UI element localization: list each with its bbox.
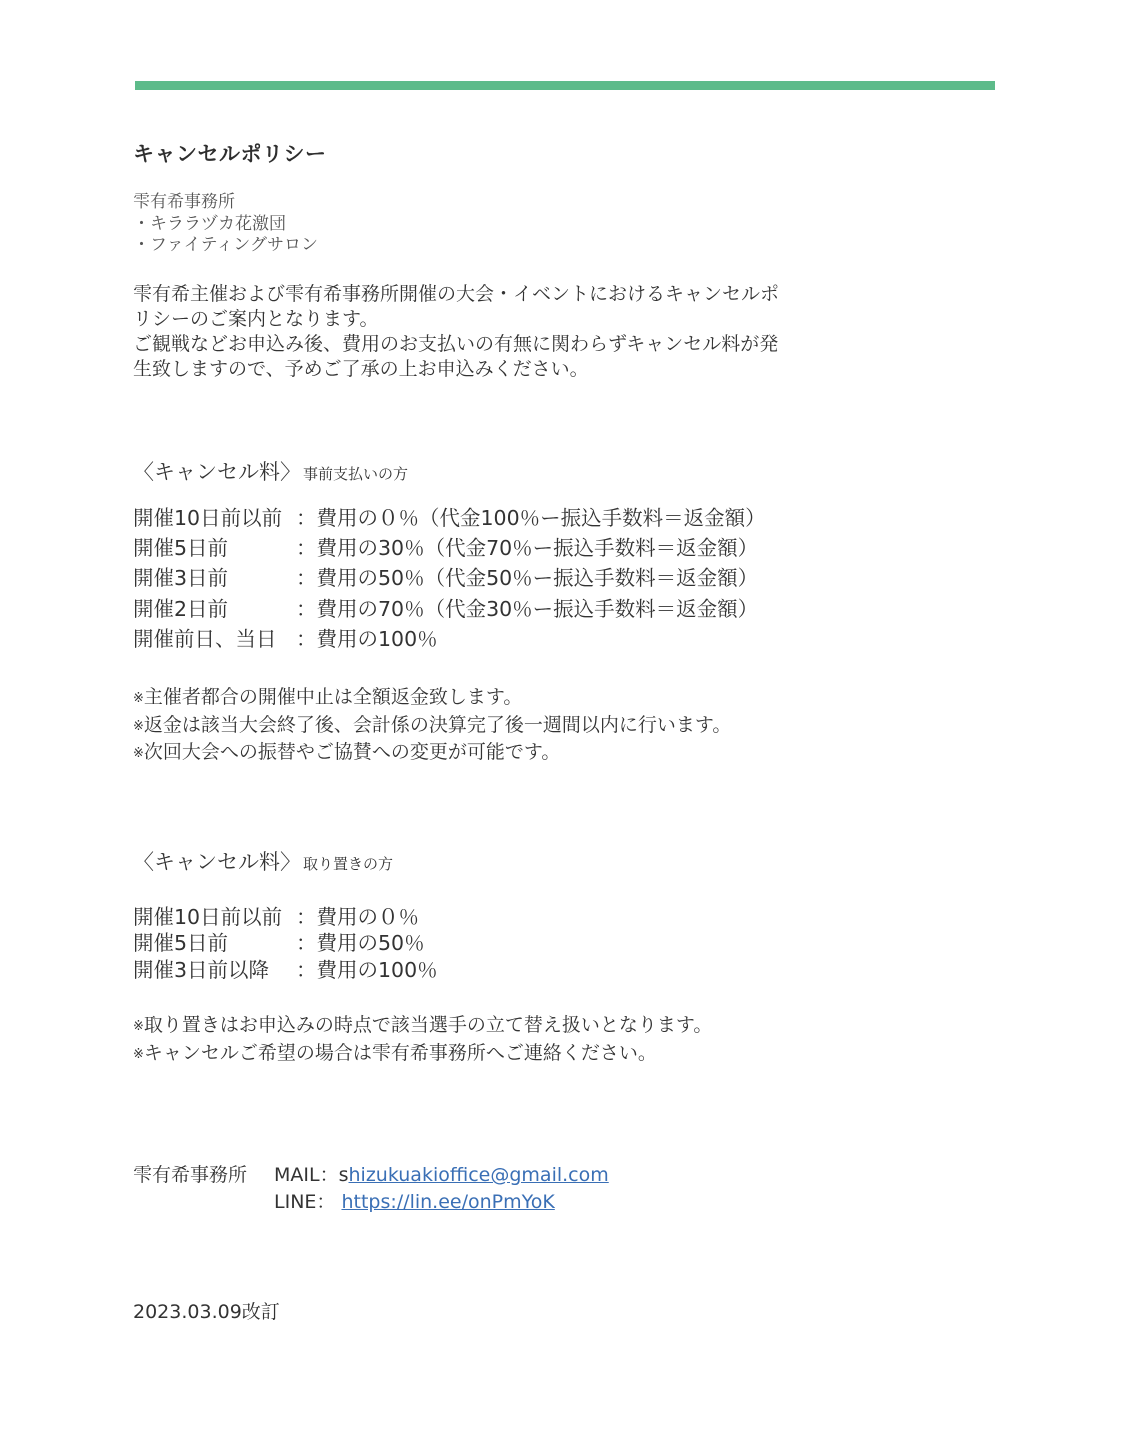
org-block xyxy=(133,192,318,257)
note-mark: ※ xyxy=(133,1047,144,1062)
fee-value: ：費用の０％ xyxy=(296,905,419,929)
reserved-fee-row xyxy=(133,926,425,956)
fee-label: 開催10日前以前 xyxy=(133,905,283,929)
org-item-2: ・ファイティングサロン xyxy=(133,235,318,255)
fee-label: 開催3日前以降 xyxy=(133,958,270,982)
prepaid-note xyxy=(133,710,731,737)
intro-line-4: 生致しますので、予めご了承の上お申込みください。 xyxy=(133,358,589,380)
fee-label: 開催前日、当日 xyxy=(133,627,277,651)
fee-value: ：費用の０％（代金100％ー振込手数料＝返金額） xyxy=(296,506,766,530)
contact-name: 雫有希事務所 xyxy=(133,1164,248,1186)
fee-value: ：費用の100％ xyxy=(296,627,438,651)
contact-mail xyxy=(274,1160,609,1187)
intro-paragraph xyxy=(133,282,779,382)
page-title: キャンセルポリシー xyxy=(133,142,327,166)
note-mark: ※ xyxy=(133,1019,144,1034)
prepaid-heading xyxy=(133,456,408,486)
reserved-note xyxy=(133,1038,657,1065)
fee-label: 開催5日前 xyxy=(133,536,229,560)
org-name: 雫有希事務所 xyxy=(133,192,235,212)
prepaid-fee-row xyxy=(133,531,758,561)
fee-value: ：費用の50％（代金50％ー振込手数料＝返金額） xyxy=(296,566,759,590)
prepaid-subheading: 事前支払いの方 xyxy=(303,465,409,483)
org-item-1: ・キララヅカ花激団 xyxy=(133,213,286,234)
fee-value: ：費用の100％ xyxy=(296,958,438,982)
note-text: キャンセルご希望の場合は雫有希事務所へご連絡ください。 xyxy=(143,1042,657,1064)
prepaid-note xyxy=(133,682,522,709)
reserved-heading xyxy=(133,846,393,876)
prepaid-heading-text: 〈キャンセル料〉 xyxy=(133,460,301,484)
revision-date: 2023.03.09改訂 xyxy=(133,1301,280,1323)
intro-line-1: 雫有希主催および雫有希事務所開催の大会・イベントにおけるキャンセルポ xyxy=(133,283,780,305)
mail-link[interactable]: hizukuakioffice@gmail.com xyxy=(348,1164,609,1186)
reserved-subheading: 取り置きの方 xyxy=(303,855,394,873)
note-text: 次回大会への振替やご協賛への変更が可能です。 xyxy=(143,741,561,763)
fee-label: 開催10日前以前 xyxy=(133,506,283,530)
prepaid-note xyxy=(133,737,560,764)
intro-line-2: リシーのご案内となります。 xyxy=(133,308,379,330)
contact-line xyxy=(274,1187,555,1214)
note-text: 主催者都合の開催中止は全額返金致します。 xyxy=(143,686,523,708)
fee-label: 開催2日前 xyxy=(133,597,229,621)
note-mark: ※ xyxy=(133,746,144,761)
mail-label: MAIL： xyxy=(274,1164,339,1186)
note-mark: ※ xyxy=(133,691,144,706)
note-mark: ※ xyxy=(133,719,144,734)
fee-label: 開催3日前 xyxy=(133,566,229,590)
fee-label: 開催5日前 xyxy=(133,931,229,955)
reserved-note xyxy=(133,1010,712,1037)
top-accent-bar xyxy=(135,81,995,90)
reserved-fee-row xyxy=(133,953,438,983)
mail-prefix: s xyxy=(338,1164,349,1186)
note-text: 返金は該当大会終了後、会計係の決算完了後一週間以内に行います。 xyxy=(143,714,732,736)
fee-value: ：費用の30％（代金70％ー振込手数料＝返金額） xyxy=(296,536,759,560)
intro-line-3: ご観戦などお申込み後、費用のお支払いの有無に関わらずキャンセル料が発 xyxy=(133,333,779,355)
prepaid-fee-row xyxy=(133,561,758,591)
prepaid-fee-row xyxy=(133,592,758,622)
prepaid-fee-row xyxy=(133,622,438,652)
note-text: 取り置きはお申込みの時点で該当選手の立て替え扱いとなります。 xyxy=(143,1014,713,1036)
fee-value: ：費用の70％（代金30％ー振込手数料＝返金額） xyxy=(296,597,759,621)
fee-value: ：費用の50％ xyxy=(296,931,425,955)
prepaid-fee-row xyxy=(133,501,766,531)
reserved-heading-text: 〈キャンセル料〉 xyxy=(133,850,301,874)
line-label: LINE： xyxy=(274,1191,336,1213)
line-link[interactable]: https://lin.ee/onPmYoK xyxy=(341,1191,555,1213)
